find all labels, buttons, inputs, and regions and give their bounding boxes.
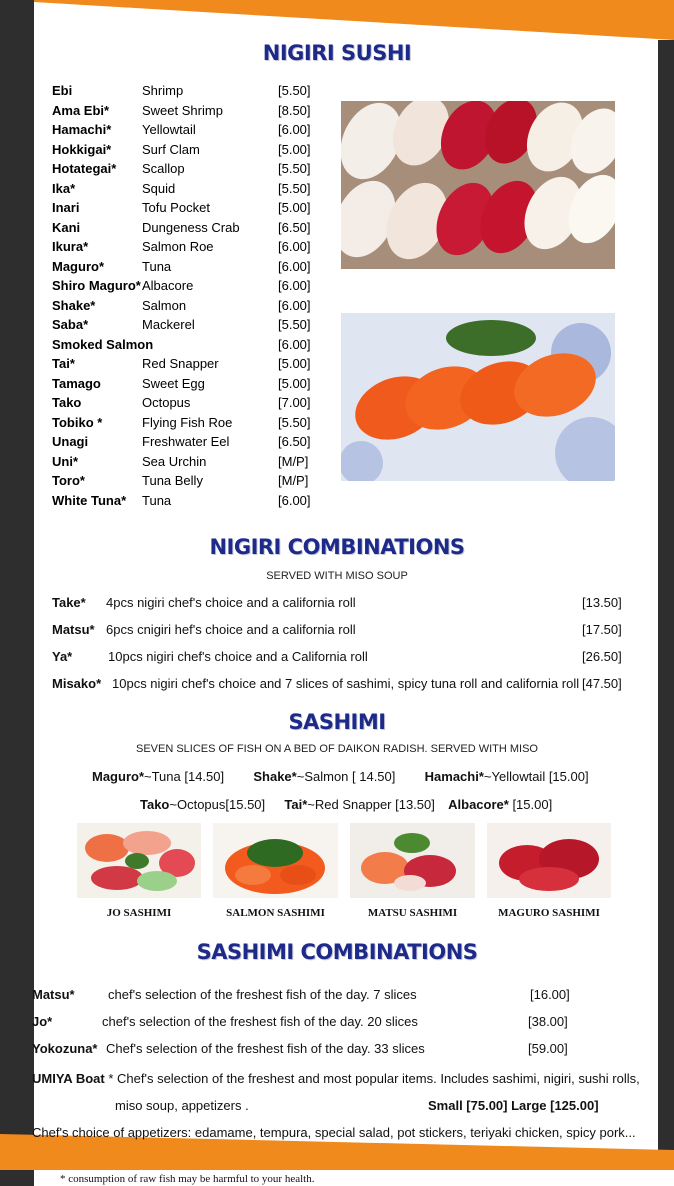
nigiri-row: [0, 493, 330, 511]
combo-name: Matsu*: [52, 622, 95, 637]
nigiri-price: [5.00]: [278, 375, 311, 391]
nigiri-price: [M/P]: [278, 453, 309, 469]
nigiri-row: [0, 220, 330, 238]
sashimi-combo-price: [38.00]: [528, 1014, 568, 1029]
nigiri-desc: Flying Fish Roe: [142, 414, 233, 430]
sashimi-combo-price: [59.00]: [528, 1041, 568, 1056]
nigiri-desc: Mackerel: [142, 317, 195, 332]
sashimi-combo-desc: chef's selection of the freshest fish of the day. 7 slices: [108, 987, 417, 1002]
nigiri-price: [6.00]: [278, 492, 311, 508]
nigiri-name: Tai*: [52, 356, 75, 371]
appetizers-line: Chef's choice of appetizers: edamame, tempura, special salad, pot stickers, teriyaki chicken, spicy pork...: [32, 1125, 636, 1140]
nigiri-row: [0, 356, 330, 374]
nigiri-price: [6.00]: [278, 239, 311, 254]
nigiri-price: [6.00]: [278, 278, 311, 293]
boat-price: [428, 1098, 599, 1113]
combo-name: Misako*: [52, 676, 102, 691]
nigiri-desc: Salmon Roe: [142, 239, 214, 254]
nigiri-price: [6.50]: [278, 434, 311, 449]
nigiri-row: [0, 395, 330, 413]
boat-desc-2: miso soup, appetizers .: [115, 1098, 249, 1113]
boat-price-text: Small [75.00] Large [125.00]: [428, 1098, 599, 1113]
nigiri-row: [0, 259, 330, 277]
sashimi-desc: ~Salmon [ 14.50]: [296, 769, 396, 784]
combos-title: NIGIRI COMBINATIONS: [209, 535, 465, 559]
sashimi-name: Tako: [140, 797, 170, 812]
sashimi-name: Hamachi*: [424, 769, 484, 784]
sashimi-name: Tai*: [284, 797, 308, 812]
nigiri-desc: Sea Urchin: [142, 453, 207, 469]
sashimi-desc: ~Tuna [14.50]: [144, 769, 225, 784]
salmon-sashimi-photo: [213, 823, 338, 898]
boat-name: UMIYA Boat: [32, 1071, 105, 1086]
nigiri-desc: Red Snapper: [142, 356, 219, 371]
combo-row: [52, 622, 624, 637]
matsu-sashimi-photo: [350, 823, 475, 898]
nigiri-row: [0, 142, 330, 160]
nigiri-name: Hamachi*: [52, 122, 112, 137]
sashimi-title: SASHIMI: [288, 710, 386, 734]
nigiri-row: [0, 317, 330, 335]
nigiri-price: [M/P]: [278, 473, 309, 488]
sashimi-combo-name: Jo*: [32, 1014, 53, 1029]
maguro-sashimi-photo: [487, 823, 611, 898]
nigiri-price: [5.50]: [278, 161, 311, 176]
nigiri-row: [0, 239, 330, 257]
jo-sashimi-caption: JO SASHIMI: [106, 907, 172, 919]
combo-desc: 6pcs cnigiri hef's choice and a california roll: [106, 622, 356, 637]
sashimi-combo-name: Matsu*: [32, 987, 75, 1002]
nigiri-name: Saba*: [52, 317, 89, 332]
nigiri-price: [6.00]: [278, 258, 311, 274]
nigiri-name: Tobiko *: [52, 414, 103, 430]
boat-desc: * Chef's selection of the freshest and most popular items. Includes sashimi, nigiri, sushi rolls,: [108, 1071, 640, 1086]
combo-row: [52, 676, 624, 691]
nigiri-row: [0, 122, 330, 140]
nigiri-name: Ama Ebi*: [52, 102, 110, 118]
nigiri-row: [0, 83, 330, 101]
nigiri-price: [5.50]: [278, 317, 311, 332]
nigiri-desc: Yellowtail: [142, 122, 196, 137]
sashimi-desc: ~Yellowtail [15.00]: [483, 769, 589, 784]
nigiri-desc: Sweet Shrimp: [142, 102, 223, 118]
nigiri-name: Unagi: [52, 434, 89, 449]
nigiri-row: [0, 434, 330, 452]
nigiri-desc: Tofu Pocket: [142, 200, 210, 215]
nigiri-desc: Shrimp: [142, 83, 184, 98]
sashimi-subtitle: SEVEN SLICES OF FISH ON A BED OF DAIKON RADISH. SERVED WITH MISO: [136, 743, 538, 755]
nigiri-desc: Surf Clam: [142, 141, 200, 157]
nigiri-name: Ebi: [52, 83, 73, 98]
sashimi-combo-desc: Chef's selection of the freshest fish of the day. 33 slices: [106, 1041, 425, 1056]
nigiri-desc: Scallop: [142, 161, 185, 176]
combo-price: [13.50]: [582, 595, 622, 610]
nigiri-name: Hotategai*: [52, 161, 117, 176]
nigiri-name: Tamago: [52, 375, 101, 391]
nigiri-desc: Tuna: [142, 258, 172, 274]
combo-desc: 10pcs nigiri chef's choice and a California roll: [108, 649, 368, 664]
nigiri-title: NIGIRI SUSHI: [262, 41, 412, 65]
boat-line: [32, 1071, 640, 1086]
nigiri-row: [0, 278, 330, 296]
sashimi-combo-row: [32, 1041, 592, 1056]
nigiri-name: Ika*: [52, 180, 76, 196]
nigiri-desc: Salmon: [142, 297, 187, 313]
maguro-sashimi-caption: MAGURO SASHIMI: [498, 907, 600, 919]
sashimi-combos-title: SASHIMI COMBINATIONS: [196, 940, 478, 964]
sashimi-desc: ~Red Snapper [13.50]: [307, 797, 435, 812]
sashimi-combo-price: [16.00]: [530, 987, 570, 1002]
nigiri-price: [6.00]: [278, 336, 311, 352]
nigiri-name: Smoked Salmon: [52, 336, 154, 352]
nigiri-photo-assorted: [341, 101, 615, 269]
sashimi-line-2: [140, 797, 552, 812]
nigiri-row: [0, 298, 330, 316]
sashimi-combo-name: Yokozuna*: [32, 1041, 98, 1056]
nigiri-desc: Octopus: [142, 395, 191, 410]
nigiri-row: [0, 200, 330, 218]
nigiri-row: [0, 415, 330, 433]
nigiri-name: Ikura*: [52, 239, 89, 254]
nigiri-price: [5.00]: [278, 200, 311, 215]
nigiri-desc: Albacore: [142, 278, 194, 293]
nigiri-name: Shake*: [52, 297, 96, 313]
nigiri-name: Kani: [52, 219, 81, 235]
combo-price: [47.50]: [582, 676, 622, 691]
sashimi-name: Albacore*: [448, 797, 509, 812]
combo-row: [52, 649, 624, 664]
nigiri-desc: Dungeness Crab: [142, 219, 240, 235]
combo-name: Ya*: [52, 649, 73, 664]
right-border: [658, 40, 674, 1170]
combo-desc: 4pcs nigiri chef's choice and a california roll: [106, 595, 356, 610]
nigiri-price: [5.50]: [278, 414, 311, 430]
nigiri-row: [0, 337, 330, 355]
nigiri-price: [5.50]: [278, 180, 311, 196]
combo-price: [17.50]: [582, 622, 622, 637]
nigiri-row: [0, 376, 330, 394]
nigiri-price: [5.00]: [278, 356, 311, 371]
sashimi-desc: [15.00]: [508, 797, 553, 812]
nigiri-desc: Freshwater Eel: [142, 434, 230, 449]
nigiri-desc: Tuna: [142, 492, 172, 508]
salmon-sashimi-caption: SALMON SASHIMI: [226, 907, 325, 919]
nigiri-desc: Sweet Egg: [142, 375, 205, 391]
nigiri-name: Shiro Maguro*: [52, 278, 141, 293]
nigiri-price: [6.50]: [278, 219, 311, 235]
sashimi-combo-row: [32, 987, 592, 1002]
nigiri-price: [7.00]: [278, 395, 311, 410]
nigiri-name: Hokkigai*: [52, 141, 112, 157]
sashimi-combo-row: [32, 1014, 592, 1029]
nigiri-row: [0, 103, 330, 121]
nigiri-photo-salmon: [341, 313, 615, 481]
nigiri-name: Toro*: [52, 473, 85, 488]
combo-row: [52, 595, 624, 610]
nigiri-desc: Tuna Belly: [142, 473, 203, 488]
sashimi-desc: ~Octopus[15.50]: [169, 797, 266, 812]
nigiri-price: [6.00]: [278, 122, 311, 137]
combo-desc: 10pcs nigiri chef's choice and 7 slices of sashimi, spicy tuna roll and california roll: [112, 676, 580, 691]
sashimi-name: Shake*: [253, 769, 297, 784]
nigiri-price: [8.50]: [278, 102, 311, 118]
top-orange-stripe: [34, 0, 674, 44]
matsu-sashimi-caption: MATSU SASHIMI: [367, 907, 458, 919]
sashimi-name: Maguro*: [92, 769, 144, 784]
nigiri-price: [5.00]: [278, 141, 311, 157]
nigiri-name: Uni*: [52, 453, 78, 469]
nigiri-desc: Squid: [142, 180, 176, 196]
sashimi-line-1: [92, 769, 589, 784]
combo-name: Take*: [52, 595, 86, 610]
combos-subtitle: SERVED WITH MISO SOUP: [266, 570, 408, 582]
nigiri-price: [6.00]: [278, 297, 311, 313]
nigiri-price: [5.50]: [278, 83, 311, 98]
nigiri-row: [0, 181, 330, 199]
jo-sashimi-photo: [77, 823, 201, 898]
nigiri-row: [0, 161, 330, 179]
footnote: * consumption of raw fish may be harmful to your health.: [60, 1173, 315, 1185]
nigiri-name: White Tuna*: [52, 492, 127, 508]
nigiri-row: [0, 454, 330, 472]
sashimi-combo-desc: chef's selection of the freshest fish of the day. 20 slices: [102, 1014, 418, 1029]
nigiri-name: Tako: [52, 395, 82, 410]
nigiri-name: Inari: [52, 200, 80, 215]
nigiri-row: [0, 473, 330, 491]
combo-price: [26.50]: [582, 649, 622, 664]
nigiri-name: Maguro*: [52, 258, 104, 274]
